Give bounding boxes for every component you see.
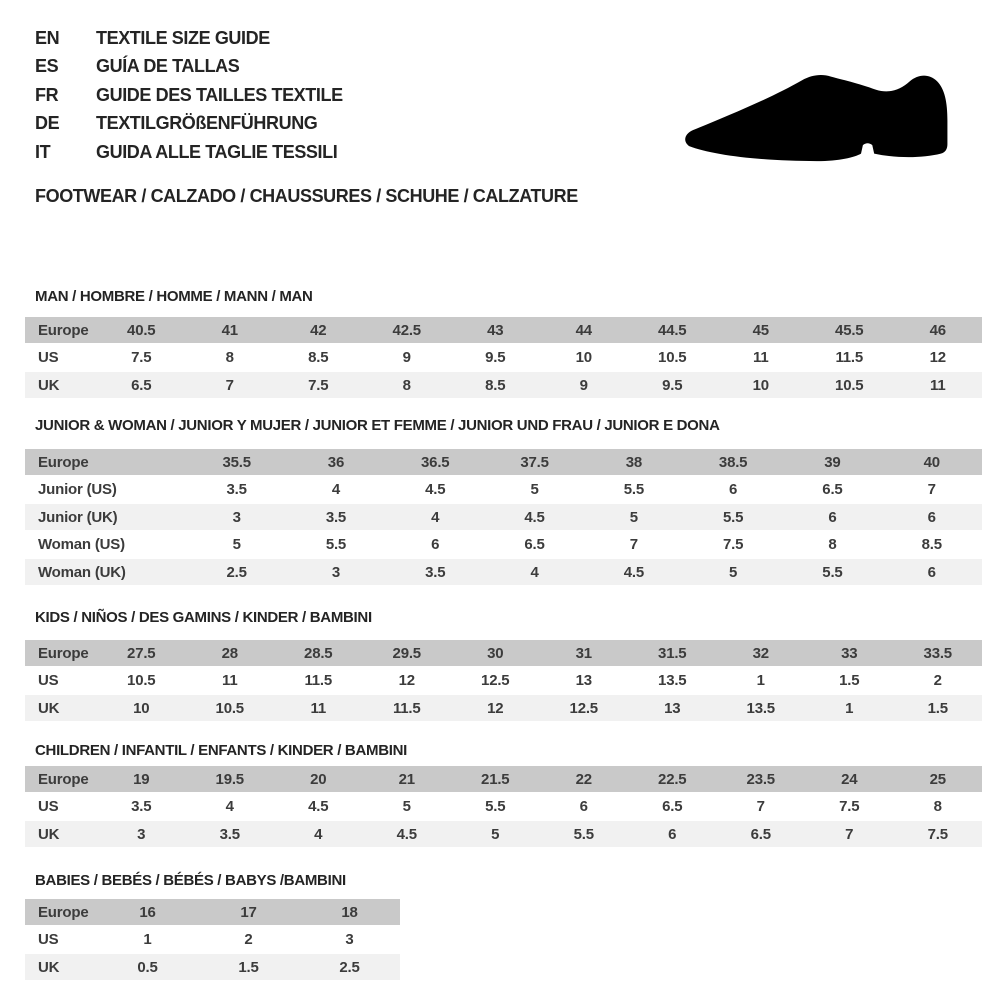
table-row (25, 695, 982, 721)
size-cell: 29.5 (392, 644, 421, 662)
size-cell: 5 (530, 481, 539, 498)
language-code: ES (35, 56, 59, 77)
row-label: UK (38, 376, 60, 394)
size-cell: 45.5 (835, 321, 864, 339)
size-cell: 19.5 (215, 770, 244, 788)
size-cell: 4.5 (396, 825, 417, 843)
size-cell: 1.5 (927, 699, 948, 717)
row-label: Woman (US) (38, 536, 125, 553)
size-cell: 1 (756, 672, 765, 689)
size-cell: 12.5 (569, 699, 598, 717)
size-cell: 44.5 (658, 321, 687, 339)
size-cell: 10 (752, 376, 769, 394)
size-cell: 13 (575, 672, 592, 689)
size-cell: 31 (575, 644, 592, 662)
size-cell: 10.5 (658, 349, 687, 366)
size-cell: 9 (579, 376, 588, 394)
size-cell: 8.5 (485, 376, 506, 394)
size-cell: 12.5 (481, 672, 510, 689)
language-row-fr (35, 81, 343, 110)
size-cell: 10.5 (127, 672, 156, 689)
table-row (25, 794, 982, 820)
size-cell: 5.5 (485, 798, 506, 815)
size-cell: 27.5 (127, 644, 156, 662)
row-label: Europe (38, 644, 89, 662)
size-cell: 5.5 (723, 508, 744, 526)
size-cell: 5.5 (822, 563, 843, 581)
size-cell: 10 (575, 349, 592, 366)
language-label: GUÍA DE TALLAS (96, 56, 240, 77)
size-cell: 10.5 (835, 376, 864, 394)
section-title-babies: BABIES / BEBÉS / BÉBÉS / BABYS /BAMBINI (35, 872, 346, 889)
size-cell: 4 (431, 508, 440, 526)
dress-shoe-icon (665, 55, 965, 163)
row-label: US (38, 349, 59, 366)
size-cell: 42.5 (392, 321, 421, 339)
table-row (25, 504, 982, 530)
row-label: Woman (UK) (38, 563, 126, 581)
table-row (25, 927, 400, 953)
size-cell: 8 (402, 376, 411, 394)
size-cell: 1.5 (238, 958, 259, 976)
table-row (25, 449, 982, 475)
size-cell: 2.5 (226, 563, 247, 581)
table-row (25, 345, 982, 371)
language-list (35, 24, 343, 167)
size-cell: 7 (756, 798, 765, 815)
language-label: TEXTILGRÖßENFÜHRUNG (96, 113, 318, 134)
size-cell: 2 (244, 931, 253, 948)
size-cell: 7.5 (723, 536, 744, 553)
size-cell: 20 (310, 770, 327, 788)
table-row (25, 899, 400, 925)
table-row (25, 821, 982, 847)
size-table-man (25, 317, 982, 400)
size-cell: 6 (927, 508, 936, 526)
size-cell: 21.5 (481, 770, 510, 788)
size-cell: 4.5 (425, 481, 446, 498)
size-cell: 42 (310, 321, 327, 339)
size-cell: 40.5 (127, 321, 156, 339)
row-label: Europe (38, 321, 89, 339)
size-cell: 31.5 (658, 644, 687, 662)
size-cell: 46 (929, 321, 946, 339)
section-title-children: CHILDREN / INFANTIL / ENFANTS / KINDER / BAMBINI (35, 742, 407, 759)
language-row-en (35, 24, 343, 53)
size-cell: 9.5 (662, 376, 683, 394)
size-cell: 11.5 (835, 349, 864, 366)
size-cell: 22 (575, 770, 592, 788)
table-row (25, 317, 982, 343)
size-cell: 3 (232, 508, 241, 526)
size-cell: 6.5 (750, 825, 771, 843)
size-cell: 5 (629, 508, 638, 526)
row-label: US (38, 798, 59, 815)
size-cell: 4.5 (524, 508, 545, 526)
size-cell: 18 (341, 903, 358, 921)
row-label: Europe (38, 770, 89, 788)
size-table-babies (25, 899, 400, 982)
size-cell: 5 (729, 563, 738, 581)
size-cell: 4 (314, 825, 323, 843)
size-cell: 5 (232, 536, 241, 553)
size-cell: 7.5 (131, 349, 152, 366)
size-cell: 8 (828, 536, 837, 553)
size-table-children (25, 766, 982, 849)
table-row (25, 766, 982, 792)
size-cell: 7 (629, 536, 638, 553)
size-cell: 3 (345, 931, 354, 948)
size-cell: 6.5 (662, 798, 683, 815)
size-cell: 13.5 (658, 672, 687, 689)
size-cell: 5 (402, 798, 411, 815)
size-cell: 12 (929, 349, 946, 366)
size-cell: 6.5 (131, 376, 152, 394)
size-cell: 7.5 (308, 376, 329, 394)
size-cell: 13 (664, 699, 681, 717)
language-label: GUIDA ALLE TAGLIE TESSILI (96, 141, 338, 162)
row-label: Europe (38, 453, 89, 471)
size-cell: 11 (753, 349, 769, 366)
size-cell: 9.5 (485, 349, 506, 366)
size-cell: 33.5 (923, 644, 952, 662)
row-label: US (38, 931, 59, 948)
size-cell: 39 (824, 453, 841, 471)
size-cell: 4 (530, 563, 539, 581)
size-cell: 8.5 (921, 536, 942, 553)
language-label: TEXTILE SIZE GUIDE (96, 27, 270, 48)
size-cell: 30 (487, 644, 504, 662)
row-label: UK (38, 958, 60, 976)
size-cell: 0.5 (137, 958, 158, 976)
size-cell: 38 (625, 453, 642, 471)
row-label: UK (38, 699, 60, 717)
size-cell: 13.5 (746, 699, 775, 717)
size-cell: 24 (841, 770, 858, 788)
table-row (25, 640, 982, 666)
size-cell: 28.5 (304, 644, 333, 662)
size-cell: 2 (933, 672, 942, 689)
size-cell: 3 (331, 563, 341, 581)
size-cell: 5.5 (325, 536, 347, 553)
size-cell: 1 (845, 699, 854, 717)
size-cell: 4 (331, 481, 341, 498)
language-code: DE (35, 113, 60, 134)
language-label: GUIDE DES TAILLES TEXTILE (96, 84, 343, 105)
size-cell: 4.5 (308, 798, 329, 815)
size-cell: 32 (752, 644, 769, 662)
size-cell: 37.5 (520, 453, 549, 471)
size-cell: 3 (137, 825, 146, 843)
size-cell: 7 (225, 376, 234, 394)
table-row (25, 532, 982, 558)
size-cell: 6 (927, 563, 936, 581)
language-row-de (35, 110, 343, 139)
size-cell: 12 (487, 699, 504, 717)
size-cell: 6 (579, 798, 588, 815)
size-cell: 8 (933, 798, 942, 815)
language-code: EN (35, 27, 60, 48)
size-cell: 8 (225, 349, 234, 366)
size-cell: 3.5 (425, 563, 446, 581)
table-row (25, 477, 982, 503)
size-cell: 21 (398, 770, 415, 788)
size-cell: 25 (929, 770, 946, 788)
size-cell: 40 (923, 453, 940, 471)
size-cell: 4 (225, 798, 234, 815)
size-cell: 23.5 (746, 770, 775, 788)
size-cell: 43 (487, 321, 504, 339)
language-row-es (35, 53, 343, 82)
category-title: FOOTWEAR / CALZADO / CHAUSSURES / SCHUHE / CALZATURE (35, 186, 578, 206)
size-cell: 3.5 (325, 508, 347, 526)
size-table-junior-woman (25, 449, 982, 587)
size-cell: 6.5 (822, 481, 843, 498)
size-cell: 17 (240, 903, 257, 921)
size-cell: 11 (930, 376, 946, 394)
size-cell: 6.5 (524, 536, 545, 553)
size-cell: 1.5 (839, 672, 860, 689)
language-code: IT (35, 141, 51, 162)
size-cell: 44 (575, 321, 592, 339)
size-cell: 3.5 (219, 825, 240, 843)
language-code: FR (35, 84, 59, 105)
size-cell: 16 (139, 903, 156, 921)
size-table-kids (25, 640, 982, 723)
table-row (25, 954, 400, 980)
size-cell: 19 (133, 770, 150, 788)
size-cell: 6 (729, 481, 738, 498)
language-row-it (35, 138, 343, 167)
size-cell: 6 (828, 508, 837, 526)
size-cell: 8.5 (308, 349, 329, 366)
size-cell: 3.5 (226, 481, 247, 498)
section-title-kids: KIDS / NIÑOS / DES GAMINS / KINDER / BAMBINI (35, 609, 372, 626)
row-label: Junior (UK) (38, 508, 118, 526)
size-cell: 38.5 (718, 453, 748, 471)
size-cell: 1 (143, 931, 152, 948)
size-cell: 4.5 (623, 563, 644, 581)
size-cell: 7.5 (927, 825, 948, 843)
size-cell: 35.5 (222, 453, 251, 471)
section-title-junior-woman: JUNIOR & WOMAN / JUNIOR Y MUJER / JUNIOR ET FEMME / JUNIOR UND FRAU / JUNIOR E DONA (35, 417, 720, 434)
size-cell: 6 (431, 536, 440, 553)
size-cell: 10.5 (215, 699, 244, 717)
size-cell: 36.5 (421, 453, 450, 471)
size-cell: 33 (841, 644, 858, 662)
size-cell: 45 (752, 321, 769, 339)
table-row (25, 372, 982, 398)
row-label: Europe (38, 903, 89, 921)
size-cell: 5.5 (573, 825, 594, 843)
row-label: UK (38, 825, 60, 843)
size-cell: 2.5 (339, 958, 360, 976)
size-cell: 11 (310, 699, 326, 717)
size-cell: 41 (221, 321, 238, 339)
size-cell: 3.5 (131, 798, 152, 815)
row-label: US (38, 672, 59, 689)
size-cell: 9 (402, 349, 411, 366)
size-cell: 7 (927, 481, 936, 498)
size-cell: 7.5 (839, 798, 860, 815)
size-cell: 22.5 (658, 770, 687, 788)
size-cell: 28 (221, 644, 238, 662)
size-cell: 10 (133, 699, 150, 717)
size-cell: 11.5 (304, 672, 333, 689)
size-cell: 5 (491, 825, 500, 843)
size-cell: 36 (327, 453, 345, 471)
table-row (25, 668, 982, 694)
row-label: Junior (US) (38, 481, 117, 498)
size-cell: 5.5 (623, 481, 644, 498)
size-cell: 11.5 (392, 699, 421, 717)
section-title-man: MAN / HOMBRE / HOMME / MANN / MAN (35, 288, 313, 305)
size-cell: 11 (222, 672, 238, 689)
size-cell: 7 (845, 825, 854, 843)
table-row (25, 559, 982, 585)
size-cell: 12 (398, 672, 415, 689)
size-cell: 6 (668, 825, 677, 843)
